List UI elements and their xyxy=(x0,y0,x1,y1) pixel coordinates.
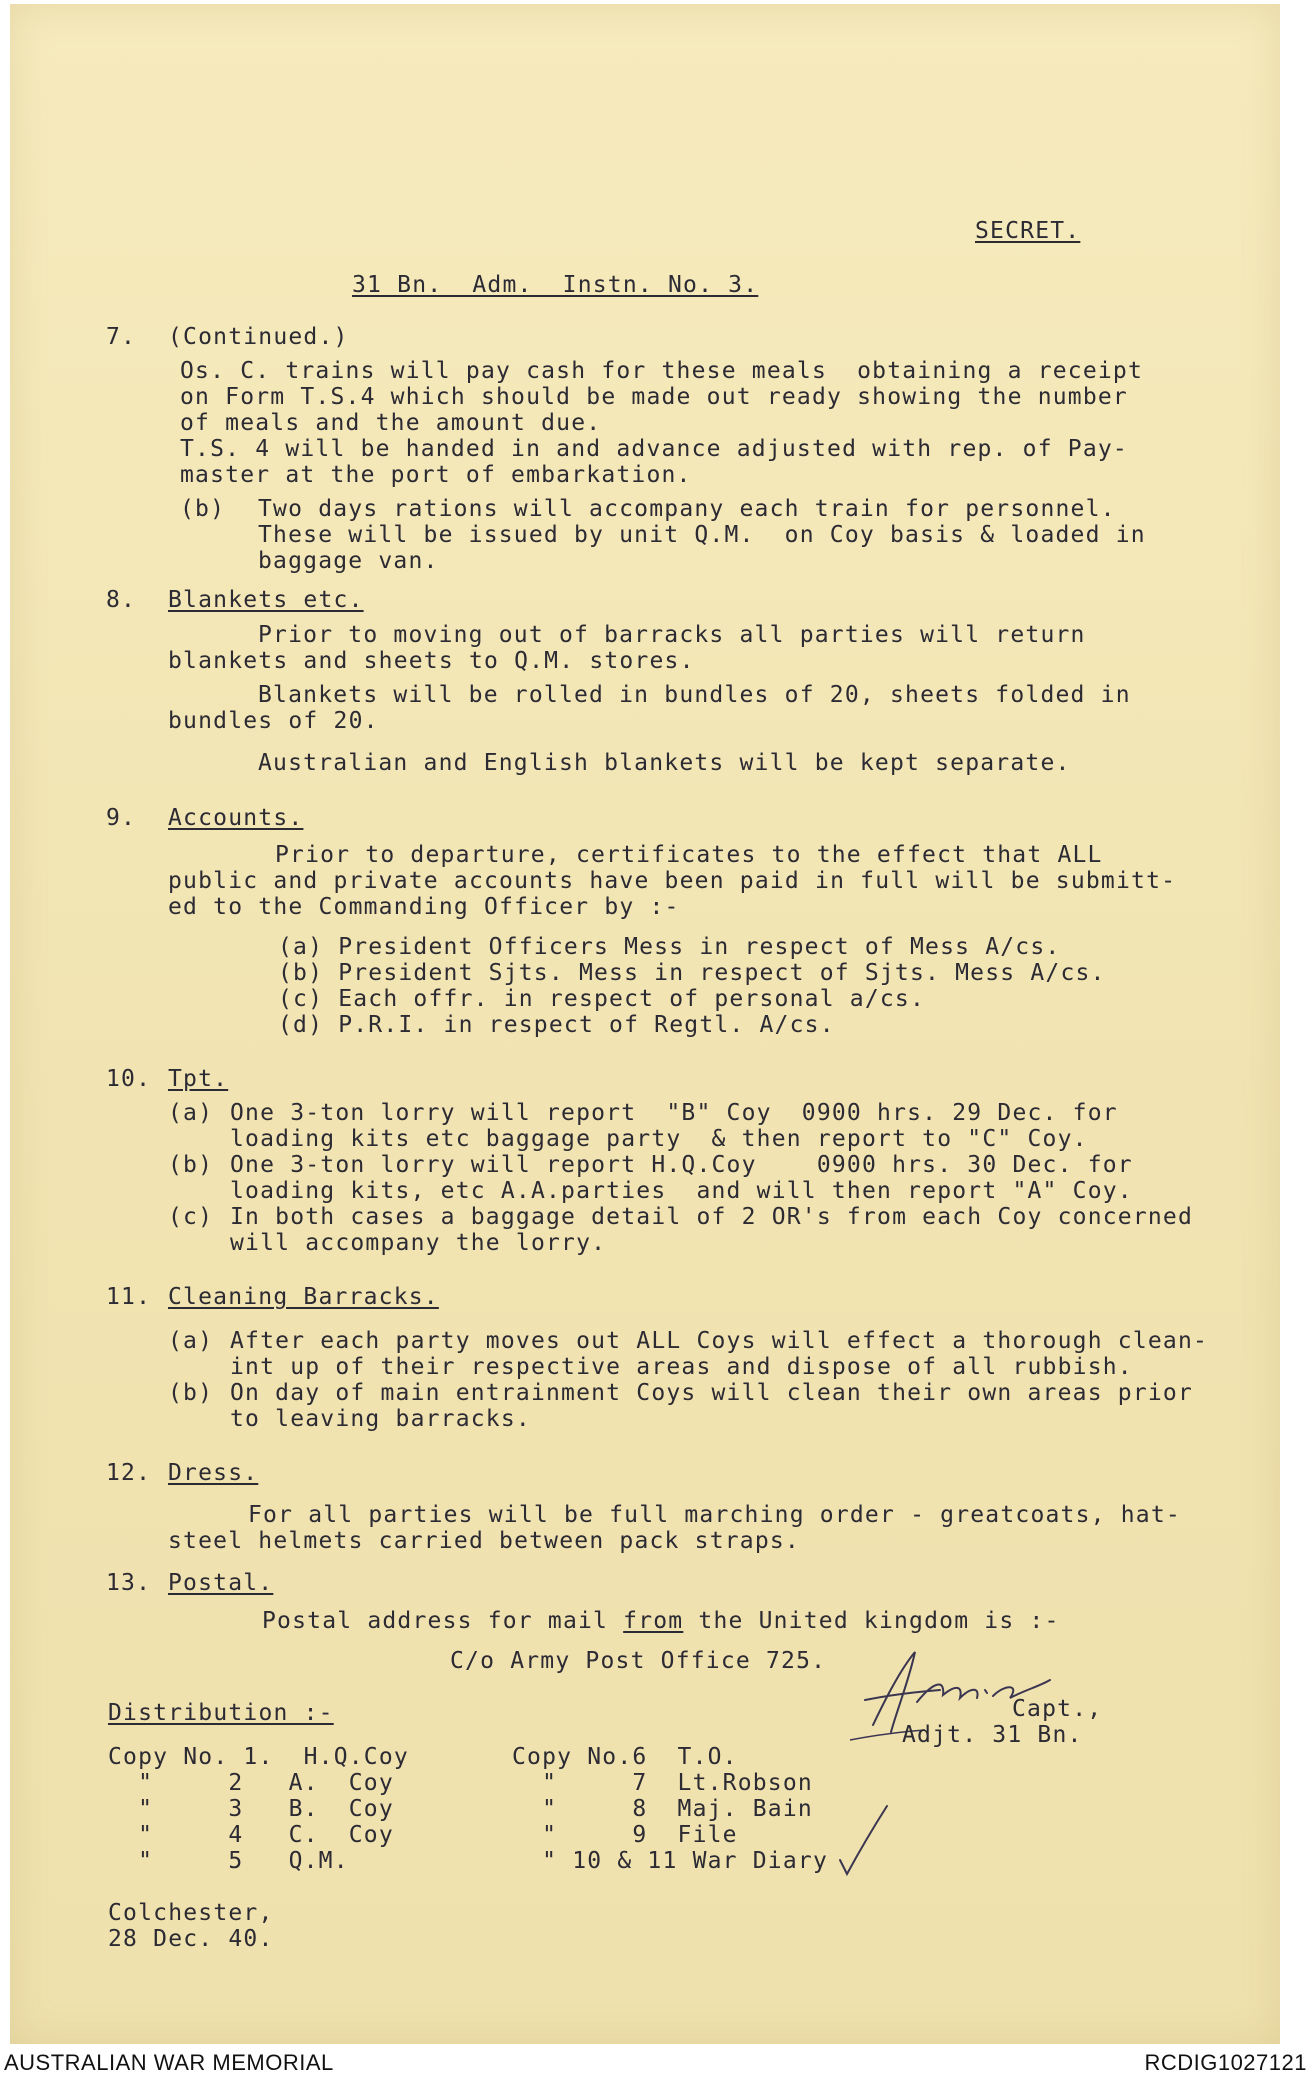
distribution-left-entry: " 4 C. Coy xyxy=(108,1822,394,1848)
section-10-item-label: (c) xyxy=(168,1204,214,1230)
archive-source-label: AUSTRALIAN WAR MEMORIAL xyxy=(4,2050,334,2075)
section-8-para-line: Prior to moving out of barracks all parties will return xyxy=(258,622,1086,648)
document-title: 31 Bn. Adm. Instn. No. 3. xyxy=(352,272,759,298)
section-11-item-line: int up of their respective areas and dispose of all rubbish. xyxy=(230,1354,1133,1380)
section-13-postal-address: C/o Army Post Office 725. xyxy=(450,1648,827,1674)
section-7-number: 7. xyxy=(106,324,137,350)
distribution-left-entry: " 2 A. Coy xyxy=(108,1770,394,1796)
section-7-para-line: of meals and the amount due. xyxy=(180,410,602,436)
place: Colchester, xyxy=(108,1900,274,1926)
section-11-item-label: (b) xyxy=(168,1380,214,1406)
section-10-item-line: One 3-ton lorry will report "B" Coy 0900 hrs. 29 Dec. for xyxy=(230,1100,1118,1126)
section-11-heading: Cleaning Barracks. xyxy=(168,1284,439,1310)
classification-secret: SECRET. xyxy=(975,218,1081,244)
section-10-item-line: will accompany the lorry. xyxy=(230,1230,607,1256)
section-7-para-line: master at the port of embarkation. xyxy=(180,462,692,488)
section-11-item-line: to leaving barracks. xyxy=(230,1406,531,1432)
section-9-para-line: ed to the Commanding Officer by :- xyxy=(168,894,680,920)
section-11-item-label: (a) xyxy=(168,1328,214,1354)
distribution-right-entry: Copy No.6 T.O. xyxy=(512,1744,738,1770)
section-11-number: 11. xyxy=(106,1284,152,1310)
section-9-item: (a) President Officers Mess in respect of Mess A/cs. xyxy=(278,934,1061,960)
signature-appointment: Adjt. 31 Bn. xyxy=(902,1722,1083,1748)
section-7-para-line: T.S. 4 will be handed in and advance adjusted with rep. of Pay- xyxy=(180,436,1128,462)
section-8-para-line: blankets and sheets to Q.M. stores. xyxy=(168,648,695,674)
section-11-item-line: After each party moves out ALL Coys will effect a thorough clean- xyxy=(230,1328,1209,1354)
section-10-item-line: loading kits etc baggage party & then report to "C" Coy. xyxy=(230,1126,1088,1152)
section-9-para-line: public and private accounts have been paid in full will be submitt- xyxy=(168,868,1177,894)
section-9-heading: Accounts. xyxy=(168,805,304,831)
section-10-item-label: (a) xyxy=(168,1100,214,1126)
distribution-right-entry: " 10 & 11 War Diary xyxy=(512,1848,828,1874)
check-mark-icon xyxy=(835,1800,895,1880)
distribution-right-entry: " 8 Maj. Bain xyxy=(512,1796,813,1822)
section-8-heading: Blankets etc. xyxy=(168,587,364,613)
section-7-item-label: (b) xyxy=(180,496,226,522)
section-13-heading: Postal. xyxy=(168,1570,274,1596)
section-12-para-line: steel helmets carried between pack straps. xyxy=(168,1528,800,1554)
section-9-para-line: Prior to departure, certificates to the effect that ALL xyxy=(275,842,1103,868)
section-13-postal-line: Postal address for mail from the United kingdom is :- xyxy=(262,1608,1060,1634)
section-10-heading: Tpt. xyxy=(168,1066,229,1092)
section-13-number: 13. xyxy=(106,1570,152,1596)
section-9-number: 9. xyxy=(106,805,137,831)
date: 28 Dec. 40. xyxy=(108,1926,274,1952)
distribution-right-entry: " 9 File xyxy=(512,1822,738,1848)
distribution-heading: Distribution :- xyxy=(108,1700,334,1726)
section-8-para-line: Blankets will be rolled in bundles of 20, sheets folded in xyxy=(258,682,1131,708)
section-10-number: 10. xyxy=(106,1066,152,1092)
section-8-number: 8. xyxy=(106,587,137,613)
section-10-item-line: In both cases a baggage detail of 2 OR's from each Coy concerned xyxy=(230,1204,1194,1230)
section-7-item-line: baggage van. xyxy=(258,548,439,574)
archive-record-id: RCDIG1027121 xyxy=(1144,2050,1307,2075)
section-7-item-line: Two days rations will accompany each train for personnel. xyxy=(258,496,1116,522)
section-11-item-line: On day of main entrainment Coys will clean their own areas prior xyxy=(230,1380,1194,1406)
section-7-heading: (Continued.) xyxy=(168,324,349,350)
section-8-para-line: Australian and English blankets will be kept separate. xyxy=(258,750,1071,776)
distribution-right-entry: " 7 Lt.Robson xyxy=(512,1770,813,1796)
section-12-para-line: For all parties will be full marching order - greatcoats, hat- xyxy=(248,1502,1181,1528)
section-12-heading: Dress. xyxy=(168,1460,259,1486)
section-8-para-line: bundles of 20. xyxy=(168,708,379,734)
distribution-left-entry: " 3 B. Coy xyxy=(108,1796,394,1822)
section-9-item: (d) P.R.I. in respect of Regtl. A/cs. xyxy=(278,1012,835,1038)
distribution-left-entry: Copy No. 1. H.Q.Coy xyxy=(108,1744,409,1770)
section-10-item-line: One 3-ton lorry will report H.Q.Coy 0900 hrs. 30 Dec. for xyxy=(230,1152,1133,1178)
section-9-item: (b) President Sjts. Mess in respect of Sjts. Mess A/cs. xyxy=(278,960,1106,986)
signature-rank: Capt., xyxy=(1012,1696,1103,1722)
section-7-para-line: Os. C. trains will pay cash for these meals obtaining a receipt xyxy=(180,358,1144,384)
section-10-item-label: (b) xyxy=(168,1152,214,1178)
distribution-left-entry: " 5 Q.M. xyxy=(108,1848,349,1874)
section-7-para-line: on Form T.S.4 which should be made out ready showing the number xyxy=(180,384,1128,410)
section-10-item-line: loading kits, etc A.A.parties and will then report "A" Coy. xyxy=(230,1178,1133,1204)
section-7-item-line: These will be issued by unit Q.M. on Coy basis & loaded in xyxy=(258,522,1146,548)
section-12-number: 12. xyxy=(106,1460,152,1486)
section-9-item: (c) Each offr. in respect of personal a/cs. xyxy=(278,986,926,1012)
